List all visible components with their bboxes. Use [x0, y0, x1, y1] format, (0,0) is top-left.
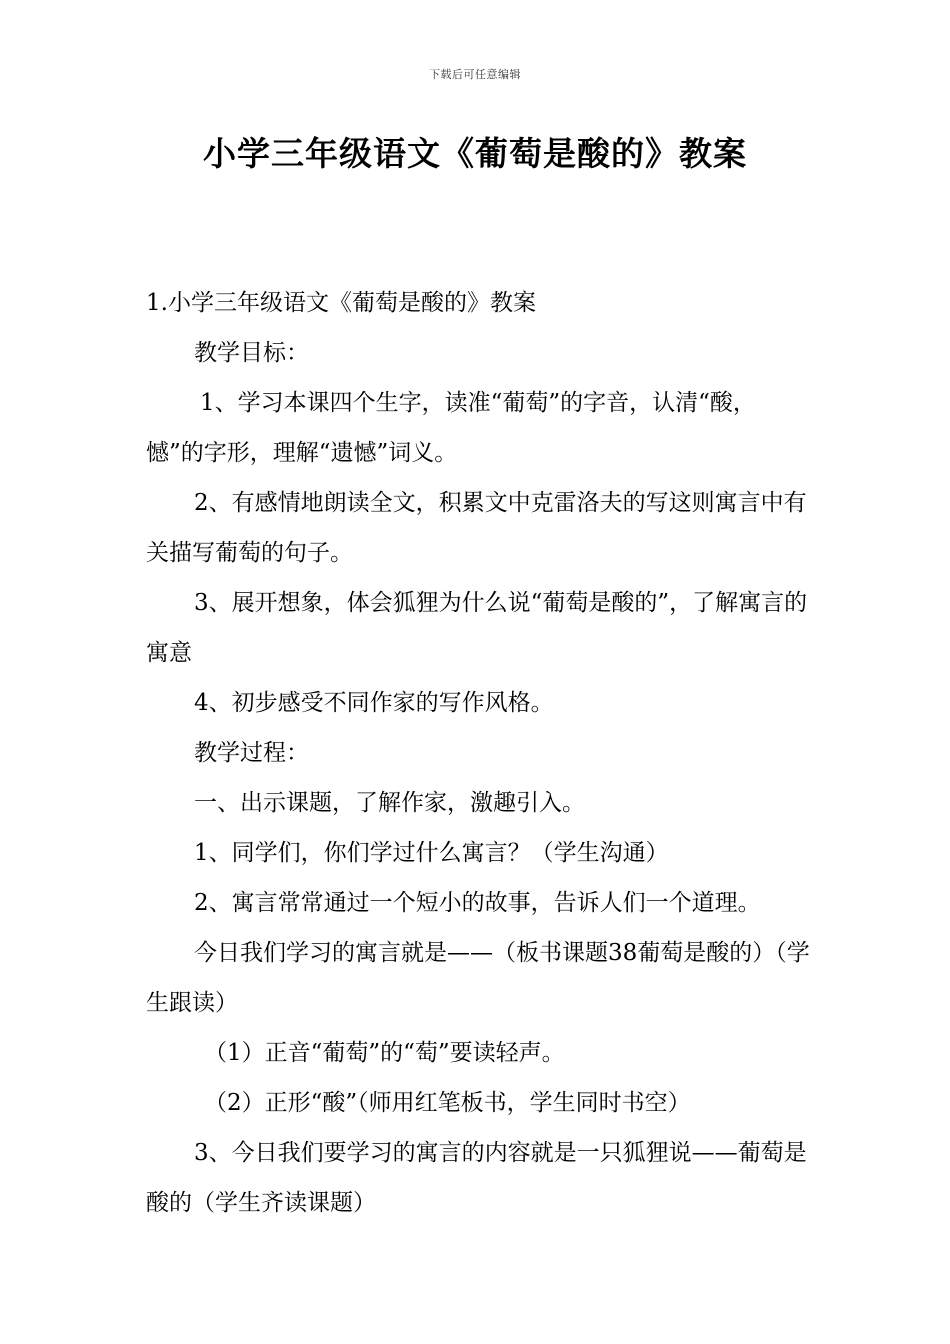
document-title: 小学三年级语文《葡萄是酸的》教案: [203, 134, 747, 173]
paragraph-objectives-label: 教学目标：: [194, 340, 309, 366]
paragraph-objective-4: 4、初步感受不同作家的写作风格。: [194, 690, 554, 716]
paragraph-objective-1: 1、学习本课四个生字，读准“葡萄”的字音，认清“酸，憾”的字形，理解“遗憾”词义。: [146, 390, 756, 466]
header-note: 下载后可任意编辑: [429, 68, 521, 81]
paragraph-step-1-3: 3、今日我们要学习的寓言的内容就是一只狐狸说——葡萄是酸的（学生齐读课题）: [146, 1140, 807, 1216]
paragraph-process-label: 教学过程：: [194, 740, 309, 766]
paragraph-objective-3: 3、展开想象，体会狐狸为什么说“葡萄是酸的”，了解寓言的寓意: [146, 590, 808, 666]
paragraph-step-1: 一、出示课题，了解作家，激趣引入。: [194, 790, 585, 816]
paragraph-step-1-2-b: （2）正形“酸”（师用红笔板书，学生同时书空）: [204, 1090, 691, 1116]
paragraph-heading: 1.小学三年级语文《葡萄是酸的》教案: [146, 290, 536, 316]
paragraph-step-1-2-a: （1）正音“葡萄”的“萄”要读轻声。: [204, 1040, 565, 1066]
paragraph-objective-2: 2、有感情地朗读全文，积累文中克雷洛夫的写这则寓言中有关描写葡萄的句子。: [146, 490, 807, 566]
paragraph-step-1-2-cont: 今日我们学习的寓言就是——（板书课题38葡萄是酸的）（学生跟读）: [146, 940, 810, 1016]
document-body: [146, 278, 810, 1228]
paragraph-step-1-1: 1、同学们，你们学过什么寓言？（学生沟通）: [194, 840, 669, 866]
paragraph-step-1-2: 2、寓言常常通过一个短小的故事，告诉人们一个道理。: [194, 890, 761, 916]
